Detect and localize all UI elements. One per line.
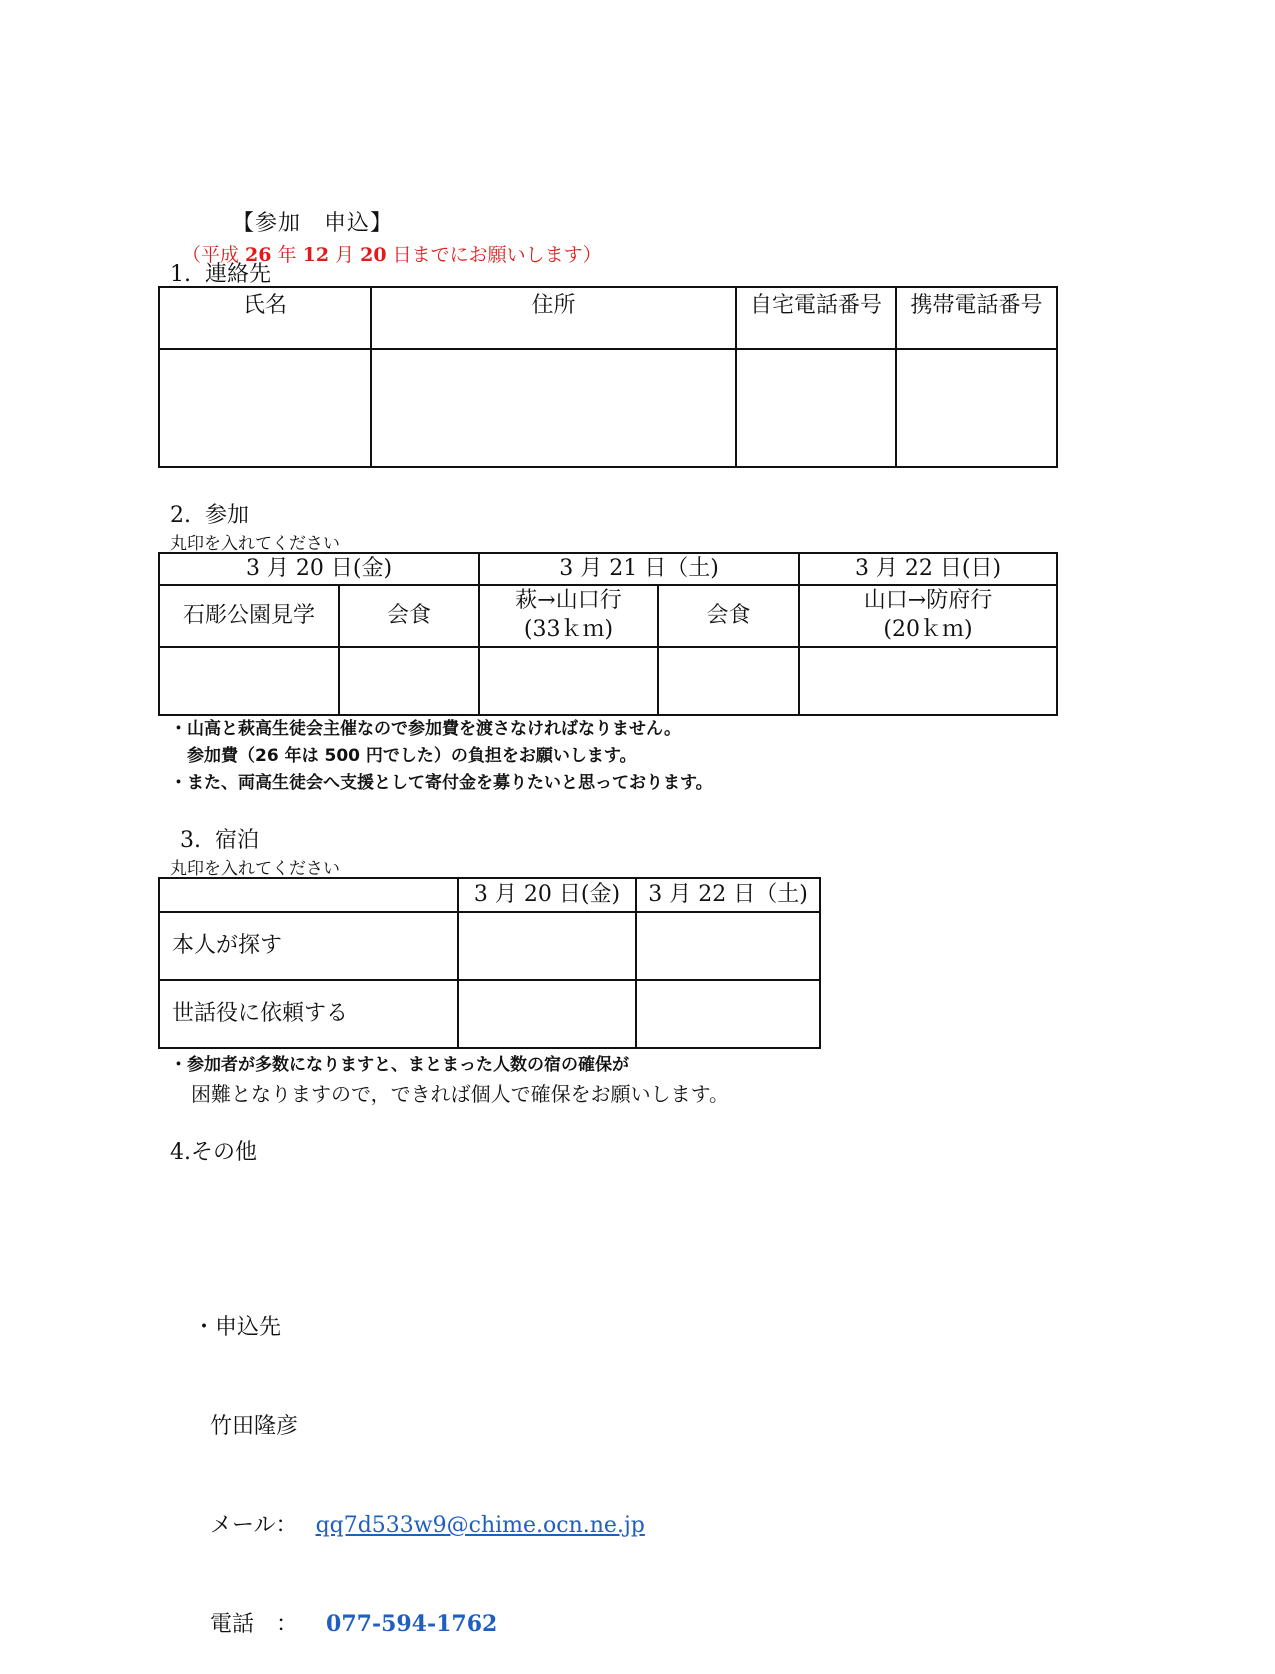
mark-lodging-self-20[interactable] <box>458 912 636 980</box>
page-title: 【参加 申込】 <box>232 211 394 236</box>
date-header-20: 3 月 20 日(金) <box>159 553 479 585</box>
mark-yamaguchi-hofu[interactable] <box>799 647 1057 715</box>
section2-instruction: 丸印を入れてください <box>170 534 340 554</box>
section2-note-2: 参加費（26 年は 500 円でした）の負担をお願いします。 <box>170 746 637 766</box>
section3-note-bold: ・参加者が多数になりますと、まとまった人数の宿の確保が <box>170 1055 629 1075</box>
event-hagi-yamaguchi <box>479 585 658 647</box>
lodging-table <box>158 877 821 1049</box>
email-label: メール： <box>210 1513 298 1538</box>
event-yamaguchi-hofu <box>799 585 1057 647</box>
deadline-month-unit: 月 <box>329 244 361 266</box>
section3-notes <box>170 1052 729 1109</box>
mark-lodging-organizer-20[interactable] <box>458 980 636 1048</box>
event-sculpture-park: 石彫公園見学 <box>159 585 339 647</box>
home-phone-cell[interactable] <box>736 349 896 467</box>
section3-instruction: 丸印を入れてください <box>170 859 340 879</box>
section4-heading: 4.その他 <box>170 1140 257 1165</box>
phone-label: 電話 ： <box>210 1612 299 1637</box>
header-address: 住所 <box>371 287 736 349</box>
header-name: 氏名 <box>159 287 371 349</box>
mobile-phone-cell[interactable] <box>896 349 1057 467</box>
address-cell[interactable] <box>371 349 736 467</box>
lodging-self: 本人が探す <box>159 912 458 980</box>
mark-hagi-yamaguchi[interactable] <box>479 647 658 715</box>
deadline-prefix: （平成 <box>182 244 246 266</box>
participation-table <box>158 552 1058 716</box>
mark-dinner-20[interactable] <box>339 647 479 715</box>
section2-note-1: ・山高と萩高生徒会主催なので参加費を渡さなければなりません。 <box>170 719 682 739</box>
section3-note-normal: 困難となりますので，できれば個人で確保をお願いします。 <box>191 1082 729 1106</box>
contact-name: 竹田隆彦 <box>210 1414 299 1439</box>
section2-notes <box>170 716 713 797</box>
lodging-date-22: 3 月 22 日（土) <box>636 878 820 912</box>
event-yamaguchi-hofu-label: 山口→防府行 <box>863 588 993 614</box>
event-hagi-yamaguchi-distance: (33ｋｍ) <box>523 617 614 642</box>
deadline-suffix: 日までにお願いします） <box>386 244 602 266</box>
header-home-phone: 自宅電話番号 <box>736 287 896 349</box>
contact-email-row <box>193 1509 645 1542</box>
contact-table <box>158 286 1058 468</box>
lodging-date-20: 3 月 20 日(金) <box>458 878 636 912</box>
deadline-year-unit: 年 <box>271 244 303 266</box>
lodging-organizer: 世話役に依頼する <box>159 980 458 1048</box>
date-header-21: 3 月 21 日（土) <box>479 553 799 585</box>
event-dinner-21: 会食 <box>658 585 799 647</box>
mark-lodging-self-22[interactable] <box>636 912 820 980</box>
section2-heading: 2. 参加 <box>170 503 249 528</box>
contact-phone-row <box>193 1608 645 1641</box>
event-dinner-20: 会食 <box>339 585 479 647</box>
contact-label: ・申込先 <box>193 1315 282 1340</box>
mark-lodging-organizer-22[interactable] <box>636 980 820 1048</box>
phone-number: 077-594-1762 <box>326 1611 498 1637</box>
date-header-22: 3 月 22 日(日) <box>799 553 1057 585</box>
deadline-month: 12 <box>302 244 330 266</box>
email-link[interactable]: qq7d533w9@chime.ocn.ne.jp <box>315 1513 645 1538</box>
section2-note-3: ・また、両高生徒会へ支援として寄付金を募りたいと思っております。 <box>170 773 713 793</box>
lodging-header-blank <box>159 878 458 912</box>
event-yamaguchi-hofu-distance: (20ｋｍ) <box>883 617 973 642</box>
event-hagi-yamaguchi-label: 萩→山口行 <box>515 588 622 614</box>
section1-heading: 1. 連絡先 <box>170 262 271 287</box>
mark-dinner-21[interactable] <box>658 647 799 715</box>
deadline-day: 20 <box>360 244 387 266</box>
deadline-year: 26 <box>245 244 272 266</box>
mark-sculpture-park[interactable] <box>159 647 339 715</box>
name-cell[interactable] <box>159 349 371 467</box>
section3-heading: 3. 宿泊 <box>180 828 259 853</box>
contact-block <box>193 1245 645 1674</box>
header-mobile-phone: 携帯電話番号 <box>896 287 1057 349</box>
